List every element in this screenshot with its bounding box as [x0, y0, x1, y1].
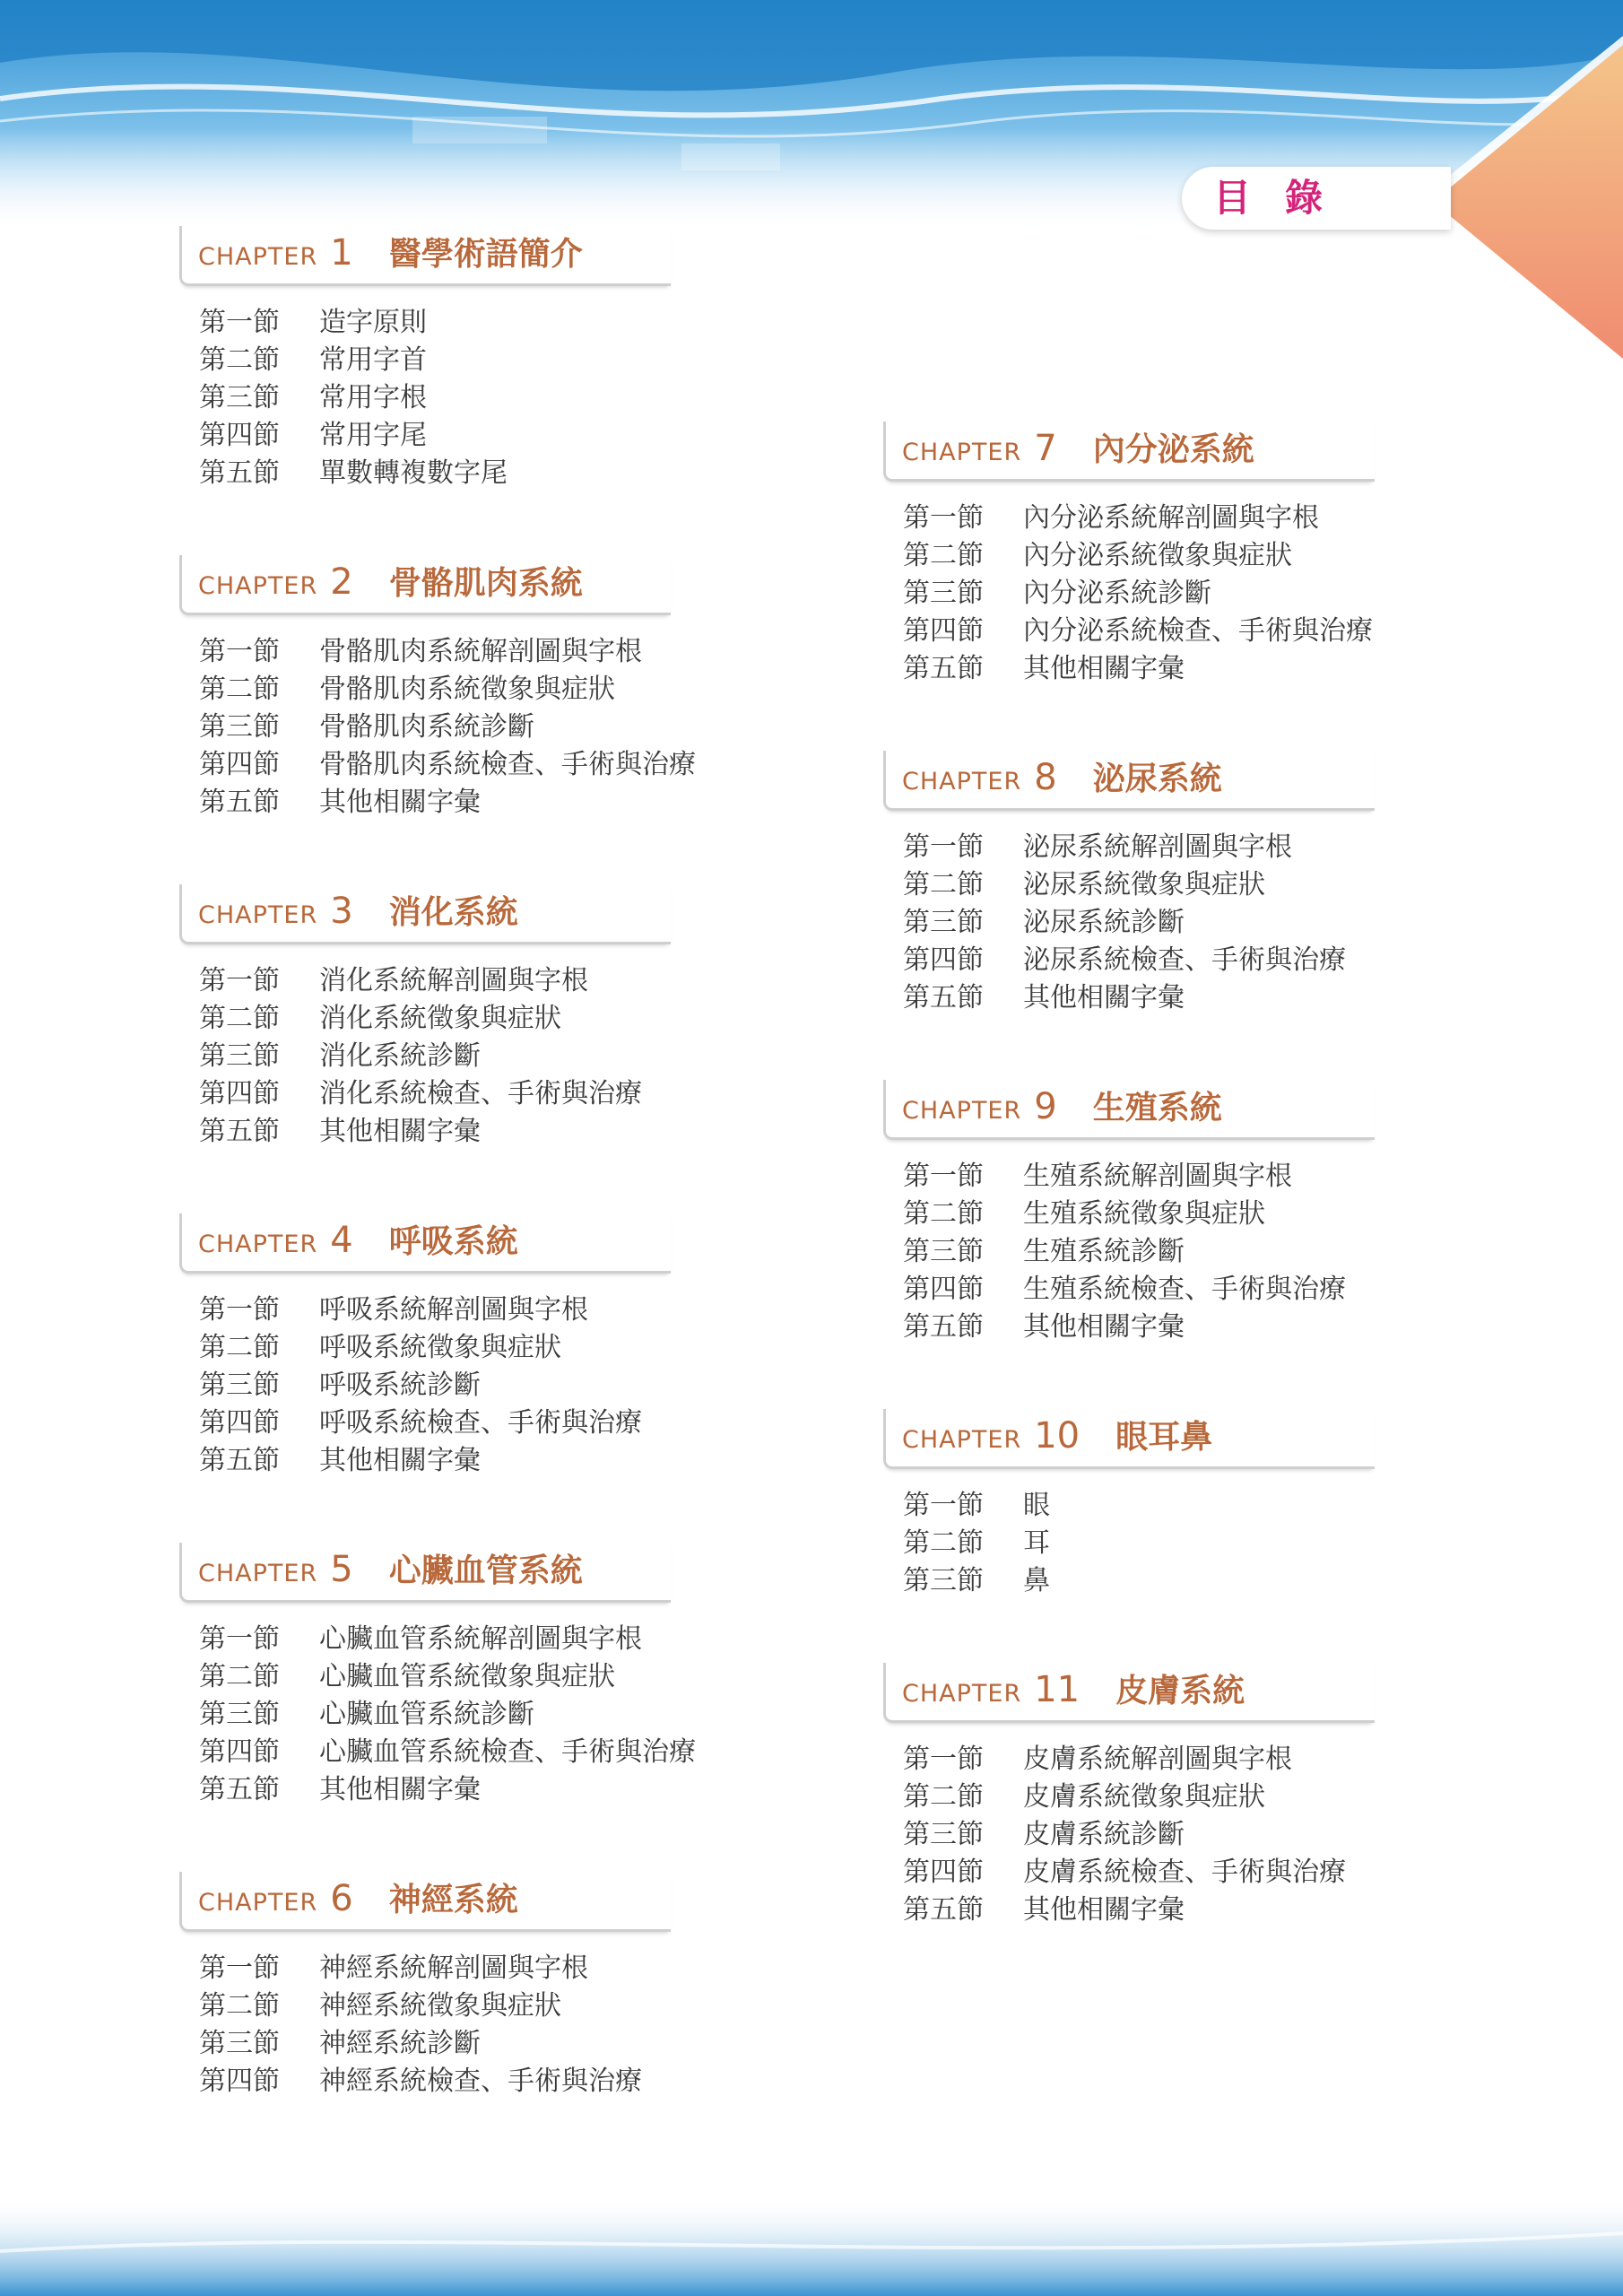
- chapter-block: [179, 1543, 807, 1809]
- section-title: 其他相關字彙: [1023, 1894, 1185, 1926]
- section-number: 第四節: [199, 2066, 280, 2097]
- section-title: 皮膚系統解剖圖與字根: [1023, 1744, 1292, 1775]
- section-number: 第三節: [903, 1236, 984, 1267]
- chapter-title: 皮膚系統: [1115, 1673, 1245, 1709]
- toc-left-column: [179, 226, 807, 2163]
- section-title: 造字原則: [319, 307, 427, 338]
- section-number: 第二節: [903, 1527, 984, 1559]
- section-item[interactable]: [903, 500, 1511, 537]
- section-item[interactable]: [903, 1233, 1511, 1271]
- section-number: 第二節: [199, 1990, 280, 2022]
- section-title: 消化系統診斷: [319, 1040, 481, 1072]
- section-title: 心臟血管系統診斷: [319, 1699, 534, 1730]
- section-number: 第一節: [903, 1744, 984, 1775]
- chapter-title: 生殖系統: [1092, 1090, 1222, 1126]
- chapter-header[interactable]: [883, 751, 1375, 811]
- chapter-number: 3: [330, 891, 353, 932]
- section-item[interactable]: [903, 1309, 1511, 1346]
- section-number: 第一節: [903, 502, 984, 534]
- section-number: 第二節: [199, 1661, 280, 1692]
- chapter-title: 消化系統: [388, 894, 518, 931]
- chapter-word: CHAPTER: [902, 768, 1022, 796]
- chapter-block: [883, 1080, 1511, 1346]
- section-title: 呼吸系統徵象與症狀: [319, 1332, 561, 1363]
- section-item[interactable]: [199, 1442, 807, 1480]
- section-item[interactable]: [903, 1562, 1511, 1600]
- section-list: [883, 500, 1511, 688]
- section-item[interactable]: [903, 575, 1511, 613]
- section-title: 生殖系統檢查、手術與治療: [1023, 1274, 1346, 1305]
- section-title: 皮膚系統徵象與症狀: [1023, 1781, 1265, 1813]
- chapter-heading: [198, 1545, 583, 1591]
- section-title: 其他相關字彙: [1023, 1311, 1185, 1343]
- section-title: 泌尿系統解剖圖與字根: [1023, 831, 1292, 863]
- section-number: 第三節: [199, 1040, 280, 1072]
- section-number: 第五節: [903, 1311, 984, 1343]
- section-list: [179, 1621, 807, 1809]
- section-title: 心臟血管系統檢查、手術與治療: [319, 1736, 696, 1768]
- chapter-header[interactable]: [883, 1409, 1375, 1469]
- section-item[interactable]: [199, 1696, 807, 1734]
- section-item[interactable]: [903, 1525, 1511, 1562]
- section-item[interactable]: [199, 1950, 807, 1987]
- section-number: 第四節: [903, 1857, 984, 1888]
- section-item[interactable]: [199, 1329, 807, 1367]
- chapter-title: 呼吸系統: [388, 1223, 518, 1260]
- section-number: 第四節: [199, 1736, 280, 1768]
- section-item[interactable]: [903, 1741, 1511, 1779]
- section-title: 鼻: [1023, 1565, 1050, 1596]
- chapter-header[interactable]: [883, 422, 1375, 482]
- toc-title: 目錄: [1212, 176, 1357, 220]
- section-item[interactable]: [199, 1075, 807, 1113]
- section-item[interactable]: [199, 1292, 807, 1329]
- section-item[interactable]: [199, 1000, 807, 1038]
- section-title: 皮膚系統診斷: [1023, 1819, 1185, 1850]
- section-title: 其他相關字彙: [319, 1774, 481, 1805]
- section-number: 第三節: [903, 1819, 984, 1850]
- section-item[interactable]: [199, 342, 807, 379]
- section-list: [179, 1292, 807, 1480]
- section-item[interactable]: [903, 1854, 1511, 1892]
- section-item[interactable]: [199, 1367, 807, 1405]
- section-list: [179, 962, 807, 1151]
- chapter-number: 2: [330, 561, 353, 603]
- section-number: 第一節: [199, 1294, 280, 1326]
- section-item[interactable]: [199, 2025, 807, 2063]
- section-number: 第三節: [903, 578, 984, 609]
- section-number: 第二節: [903, 869, 984, 900]
- section-list: [883, 1741, 1511, 1929]
- chapter-number: 1: [330, 232, 353, 274]
- section-number: 第三節: [903, 907, 984, 938]
- chapter-title: 內分泌系統: [1092, 431, 1254, 468]
- section-item[interactable]: [199, 784, 807, 822]
- section-item[interactable]: [199, 962, 807, 1000]
- chapter-header[interactable]: [179, 1872, 671, 1932]
- section-number: 第一節: [199, 965, 280, 996]
- chapter-heading: [902, 424, 1254, 470]
- section-number: 第一節: [199, 1623, 280, 1655]
- chapter-block: [883, 1663, 1511, 1929]
- chapter-header[interactable]: [883, 1080, 1375, 1140]
- chapter-word: CHAPTER: [198, 901, 318, 929]
- section-item[interactable]: [199, 671, 807, 709]
- section-item[interactable]: [199, 746, 807, 784]
- section-title: 神經系統徵象與症狀: [319, 1990, 561, 2022]
- section-title: 神經系統診斷: [319, 2028, 481, 2059]
- chapter-heading: [902, 753, 1222, 799]
- section-item[interactable]: [199, 1113, 807, 1151]
- section-number: 第五節: [903, 982, 984, 1013]
- section-item[interactable]: [903, 1196, 1511, 1233]
- section-title: 內分泌系統診斷: [1023, 578, 1211, 609]
- section-item[interactable]: [903, 904, 1511, 942]
- chapter-block: [179, 1872, 807, 2100]
- section-title: 消化系統徵象與症狀: [319, 1003, 561, 1034]
- section-number: 第四節: [199, 1407, 280, 1439]
- chapter-header[interactable]: [179, 226, 671, 286]
- section-item[interactable]: [199, 1771, 807, 1809]
- section-title: 其他相關字彙: [1023, 653, 1185, 684]
- section-number: 第四節: [903, 944, 984, 976]
- chapter-heading: [902, 1412, 1212, 1457]
- bottom-wave-banner: [0, 2197, 1623, 2296]
- chapter-number: 8: [1034, 757, 1057, 798]
- section-number: 第五節: [199, 1445, 280, 1476]
- chapter-title: 神經系統: [388, 1882, 518, 1918]
- section-number: 第二節: [903, 1781, 984, 1813]
- section-item[interactable]: [199, 379, 807, 417]
- chapter-heading: [198, 1874, 518, 1920]
- section-title: 神經系統檢查、手術與治療: [319, 2066, 642, 2097]
- section-number: 第一節: [199, 307, 280, 338]
- section-item[interactable]: [199, 1987, 807, 2025]
- section-title: 神經系統解剖圖與字根: [319, 1952, 588, 1984]
- chapter-title: 骨骼肌肉系統: [388, 565, 583, 602]
- section-number: 第四節: [199, 749, 280, 780]
- section-number: 第四節: [199, 420, 280, 451]
- chapter-word: CHAPTER: [902, 439, 1022, 466]
- section-item[interactable]: [199, 1621, 807, 1658]
- section-item[interactable]: [199, 2063, 807, 2100]
- chapter-word: CHAPTER: [902, 1426, 1022, 1454]
- section-item[interactable]: [199, 709, 807, 746]
- chapter-header[interactable]: [883, 1663, 1375, 1723]
- chapter-number: 10: [1034, 1415, 1081, 1457]
- chapter-word: CHAPTER: [198, 1560, 318, 1587]
- section-title: 骨骼肌肉系統檢查、手術與治療: [319, 749, 696, 780]
- section-number: 第二節: [199, 1332, 280, 1363]
- section-title: 心臟血管系統徵象與症狀: [319, 1661, 615, 1692]
- section-number: 第三節: [199, 1699, 280, 1730]
- section-title: 其他相關字彙: [319, 787, 481, 818]
- section-item[interactable]: [903, 613, 1511, 650]
- section-item[interactable]: [903, 1271, 1511, 1309]
- section-title: 心臟血管系統解剖圖與字根: [319, 1623, 642, 1655]
- section-title: 骨骼肌肉系統診斷: [319, 711, 534, 743]
- section-item[interactable]: [903, 942, 1511, 979]
- chapter-block: [179, 226, 807, 492]
- section-title: 泌尿系統徵象與症狀: [1023, 869, 1265, 900]
- chapter-block: [179, 1213, 807, 1480]
- chapter-title: 醫學術語簡介: [388, 236, 583, 273]
- section-list: [179, 633, 807, 822]
- section-number: 第二節: [199, 674, 280, 705]
- chapter-block: [883, 751, 1511, 1017]
- section-item[interactable]: [199, 1658, 807, 1696]
- chapter-block: [179, 555, 807, 822]
- section-item[interactable]: [903, 1892, 1511, 1929]
- section-number: 第一節: [903, 1161, 984, 1192]
- section-number: 第二節: [199, 1003, 280, 1034]
- section-item[interactable]: [199, 304, 807, 342]
- section-number: 第三節: [903, 1565, 984, 1596]
- section-title: 呼吸系統檢查、手術與治療: [319, 1407, 642, 1439]
- section-number: 第二節: [903, 540, 984, 571]
- chapter-number: 5: [330, 1549, 353, 1590]
- section-title: 單數轉複數字尾: [319, 457, 508, 489]
- chapter-title: 心臟血管系統: [388, 1552, 583, 1589]
- chapter-title: 眼耳鼻: [1115, 1419, 1213, 1456]
- section-number: 第三節: [199, 382, 280, 413]
- chapter-word: CHAPTER: [198, 243, 318, 271]
- section-title: 泌尿系統診斷: [1023, 907, 1185, 938]
- section-number: 第三節: [199, 1370, 280, 1401]
- section-number: 第五節: [903, 1894, 984, 1926]
- chapter-number: 6: [330, 1878, 353, 1919]
- section-title: 內分泌系統解剖圖與字根: [1023, 502, 1319, 534]
- section-list: [883, 1158, 1511, 1346]
- section-item[interactable]: [903, 650, 1511, 688]
- section-item[interactable]: [903, 1158, 1511, 1196]
- section-number: 第四節: [199, 1078, 280, 1109]
- section-number: 第五節: [199, 1774, 280, 1805]
- chapter-header[interactable]: [179, 1543, 671, 1603]
- chapter-heading: [198, 229, 583, 274]
- section-number: 第五節: [903, 653, 984, 684]
- chapter-number: 4: [330, 1220, 353, 1261]
- section-title: 生殖系統診斷: [1023, 1236, 1185, 1267]
- section-title: 消化系統檢查、手術與治療: [319, 1078, 642, 1109]
- section-item[interactable]: [903, 1779, 1511, 1816]
- section-item[interactable]: [903, 866, 1511, 904]
- section-list: [179, 1950, 807, 2100]
- section-title: 內分泌系統徵象與症狀: [1023, 540, 1292, 571]
- section-title: 常用字首: [319, 344, 427, 376]
- chapter-header[interactable]: [179, 1213, 671, 1274]
- section-title: 生殖系統徵象與症狀: [1023, 1198, 1265, 1230]
- chapter-title: 泌尿系統: [1092, 761, 1222, 797]
- section-list: [883, 829, 1511, 1017]
- section-item[interactable]: [903, 537, 1511, 575]
- section-item[interactable]: [199, 1405, 807, 1442]
- section-title: 其他相關字彙: [319, 1116, 481, 1147]
- section-number: 第五節: [199, 457, 280, 489]
- chapter-word: CHAPTER: [198, 1889, 318, 1917]
- section-item[interactable]: [199, 455, 807, 492]
- section-title: 泌尿系統檢查、手術與治療: [1023, 944, 1346, 976]
- chapter-word: CHAPTER: [198, 572, 318, 600]
- section-title: 呼吸系統解剖圖與字根: [319, 1294, 588, 1326]
- section-number: 第一節: [199, 1952, 280, 1984]
- section-title: 消化系統解剖圖與字根: [319, 965, 588, 996]
- chapter-block: [179, 884, 807, 1151]
- chapter-number: 9: [1034, 1086, 1057, 1127]
- chapter-heading: [198, 887, 518, 933]
- section-item[interactable]: [903, 829, 1511, 866]
- section-number: 第一節: [903, 831, 984, 863]
- section-title: 其他相關字彙: [1023, 982, 1185, 1013]
- section-list: [179, 304, 807, 492]
- section-title: 眼: [1023, 1490, 1050, 1521]
- section-list: [883, 1487, 1511, 1600]
- section-title: 其他相關字彙: [319, 1445, 481, 1476]
- section-number: 第一節: [199, 636, 280, 667]
- section-title: 生殖系統解剖圖與字根: [1023, 1161, 1292, 1192]
- section-number: 第五節: [199, 787, 280, 818]
- section-item[interactable]: [199, 1734, 807, 1771]
- section-title: 常用字尾: [319, 420, 427, 451]
- chapter-word: CHAPTER: [198, 1231, 318, 1258]
- toc-title-pill: [1182, 167, 1451, 230]
- section-number: 第二節: [903, 1198, 984, 1230]
- section-number: 第三節: [199, 2028, 280, 2059]
- section-item[interactable]: [199, 1038, 807, 1075]
- section-item[interactable]: [903, 1487, 1511, 1525]
- section-number: 第三節: [199, 711, 280, 743]
- section-title: 常用字根: [319, 382, 427, 413]
- section-title: 內分泌系統檢查、手術與治療: [1023, 615, 1373, 647]
- chapter-header[interactable]: [179, 884, 671, 944]
- section-number: 第四節: [903, 615, 984, 647]
- chapter-block: [883, 1409, 1511, 1600]
- chapter-word: CHAPTER: [902, 1097, 1022, 1125]
- section-item[interactable]: [903, 1816, 1511, 1854]
- toc-right-column: [883, 422, 1511, 1992]
- chapter-heading: [902, 1665, 1245, 1711]
- chapter-heading: [198, 1216, 518, 1262]
- section-title: 骨骼肌肉系統徵象與症狀: [319, 674, 615, 705]
- section-title: 呼吸系統診斷: [319, 1370, 481, 1401]
- chapter-heading: [902, 1083, 1222, 1128]
- chapter-header[interactable]: [179, 555, 671, 615]
- section-item[interactable]: [199, 633, 807, 671]
- section-title: 皮膚系統檢查、手術與治療: [1023, 1857, 1346, 1888]
- chapter-number: 7: [1034, 428, 1057, 469]
- chapter-heading: [198, 558, 583, 604]
- section-item[interactable]: [199, 417, 807, 455]
- chapter-block: [883, 422, 1511, 688]
- section-number: 第五節: [199, 1116, 280, 1147]
- section-number: 第四節: [903, 1274, 984, 1305]
- section-item[interactable]: [903, 979, 1511, 1017]
- chapter-number: 11: [1034, 1669, 1081, 1710]
- section-number: 第一節: [903, 1490, 984, 1521]
- section-title: 耳: [1023, 1527, 1050, 1559]
- section-number: 第二節: [199, 344, 280, 376]
- section-title: 骨骼肌肉系統解剖圖與字根: [319, 636, 642, 667]
- chapter-word: CHAPTER: [902, 1680, 1022, 1708]
